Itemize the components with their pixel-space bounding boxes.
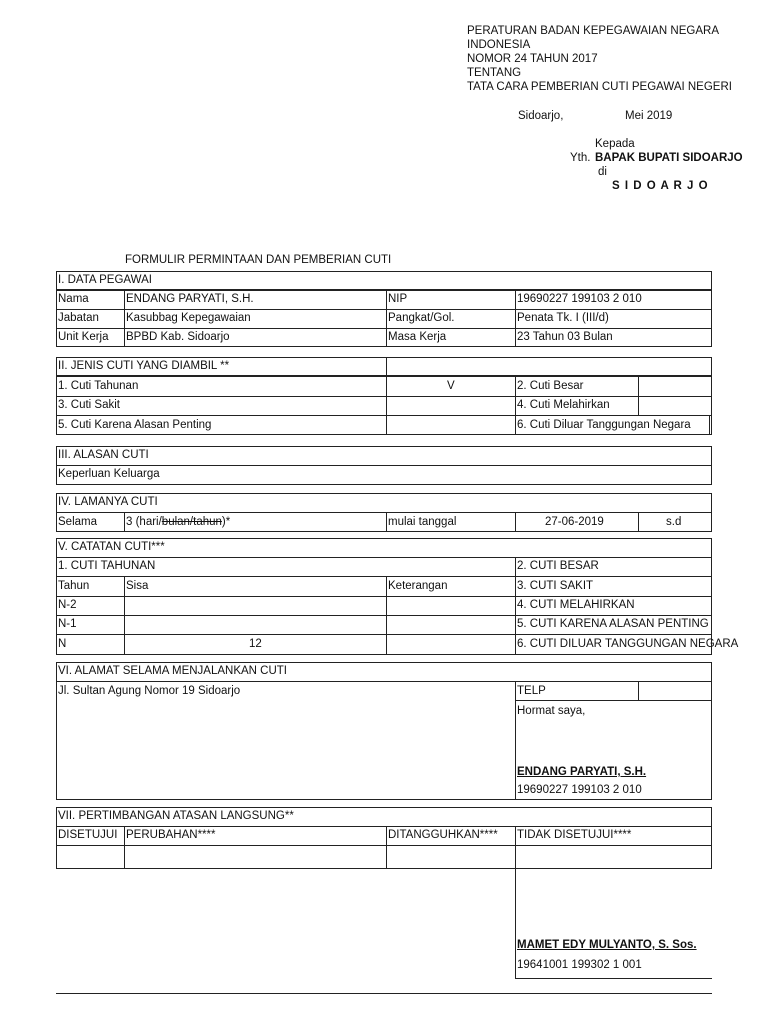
catatan-cuti-sakit: 3. CUTI SAKIT [517,580,594,592]
section-heading: VI. ALAMAT SELAMA MENJALANKAN CUTI [58,665,288,677]
catatan-cuti-besar: 2. CUTI BESAR [517,560,599,572]
recipient-city: S I D O A R J O [612,180,709,192]
regulation-line: TENTANG [467,67,522,79]
col-tahun: Tahun [58,580,90,592]
sd-label: s.d [666,516,682,528]
letter-date: Mei 2019 [625,110,673,122]
start-date: 27-06-2019 [545,516,604,528]
regulation-line: PERATURAN BADAN KEPEGAWAIAN NEGARA [467,25,719,37]
jabatan-label: Jabatan [58,312,99,324]
col-keterangan: Keterangan [388,580,448,592]
section-heading: V. CATATAN CUTI*** [58,541,165,553]
reason-value: Keperluan Keluarga [58,468,160,480]
section-heading: VII. PERTIMBANGAN ATASAN LANGSUNG** [58,810,294,822]
masa-label: Masa Kerja [388,331,447,343]
section-heading-box [56,271,712,290]
applicant-signature-name: ENDANG PARYATI, S.H. [517,766,647,778]
cuti-diluar-tanggungan-option: 6. Cuti Diluar Tanggungan Negara [517,419,691,431]
nip-value: 19690227 199103 2 010 [517,293,642,305]
cuti-tahunan-subheading: 1. CUTI TAHUNAN [58,560,156,572]
hormat-saya: Hormat saya, [517,705,586,717]
supervisor-nip: 19641001 199302 1 001 [517,959,642,971]
catatan-cuti-diluar-tanggungan: 6. CUTI DILUAR TANGGUNGAN NEGARA [517,638,739,650]
form-title: FORMULIR PERMINTAAN DAN PEMBERIAN CUTI [125,254,392,266]
bottom-rule [56,993,712,994]
row-tahun: N [58,638,67,650]
nama-label: Nama [58,293,89,305]
regulation-line: TATA CARA PEMBERIAN CUTI PEGAWAI NEGERI [467,81,732,93]
col-sisa: Sisa [126,580,149,592]
masa-value: 23 Tahun 03 Bulan [517,331,613,343]
nama-value: ENDANG PARYATI, S.H. [126,293,254,305]
nip-label: NIP [388,293,408,305]
section-heading: II. JENIS CUTI YANG DIAMBIL ** [58,360,230,372]
regulation-line: INDONESIA [467,39,531,51]
mulai-label: mulai tanggal [388,516,457,528]
letter-place: Sidoarjo, [518,110,564,122]
yth-label: Yth. [570,152,591,164]
row-tahun: N-2 [58,599,77,611]
address-value: Jl. Sultan Agung Nomor 19 Sidoarjo [58,685,241,697]
section-heading: III. ALASAN CUTI [58,449,149,461]
col-perubahan: PERUBAHAN**** [126,829,216,841]
regulation-line: NOMOR 24 TAHUN 2017 [467,53,598,65]
col-ditangguhkan: DITANGGUHKAN**** [388,829,498,841]
section-heading: I. DATA PEGAWAI [58,274,152,286]
pangkat-value: Penata Tk. I (III/d) [517,312,609,324]
kepada-label: Kepada [595,138,635,150]
row-tahun: N-1 [58,618,77,630]
pangkat-label: Pangkat/Gol. [388,312,455,324]
section-heading: IV. LAMANYA CUTI [58,496,158,508]
telp-label: TELP [517,685,546,697]
cuti-alasan-penting-option: 5. Cuti Karena Alasan Penting [58,419,212,431]
cuti-melahirkan-option: 4. Cuti Melahirkan [517,399,610,411]
unit-value: BPBD Kab. Sidoarjo [126,331,230,343]
catatan-cuti-alasan-penting: 5. CUTI KARENA ALASAN PENTING [517,618,709,630]
unit-label: Unit Kerja [58,331,109,343]
selected-checkmark: V [447,380,455,392]
cuti-tahunan-option: 1. Cuti Tahunan [58,380,139,392]
duration-value: 3 (hari/bulan/tahun)* [126,516,231,528]
jabatan-value: Kasubbag Kepegawaian [126,312,251,324]
recipient: BAPAK BUPATI SIDOARJO [595,152,743,164]
applicant-nip: 19690227 199103 2 010 [517,784,642,796]
col-tidak-disetujui: TIDAK DISETUJUI**** [517,829,632,841]
cuti-besar-option: 2. Cuti Besar [517,380,584,392]
col-disetujui: DISETUJUI [58,829,118,841]
cuti-sakit-option: 3. Cuti Sakit [58,399,120,411]
catatan-cuti-melahirkan: 4. CUTI MELAHIRKAN [517,599,635,611]
di-label: di [598,166,607,178]
supervisor-signature-name: MAMET EDY MULYANTO, S. Sos. [517,939,697,951]
selama-label: Selama [58,516,97,528]
row-sisa: 12 [249,638,262,650]
